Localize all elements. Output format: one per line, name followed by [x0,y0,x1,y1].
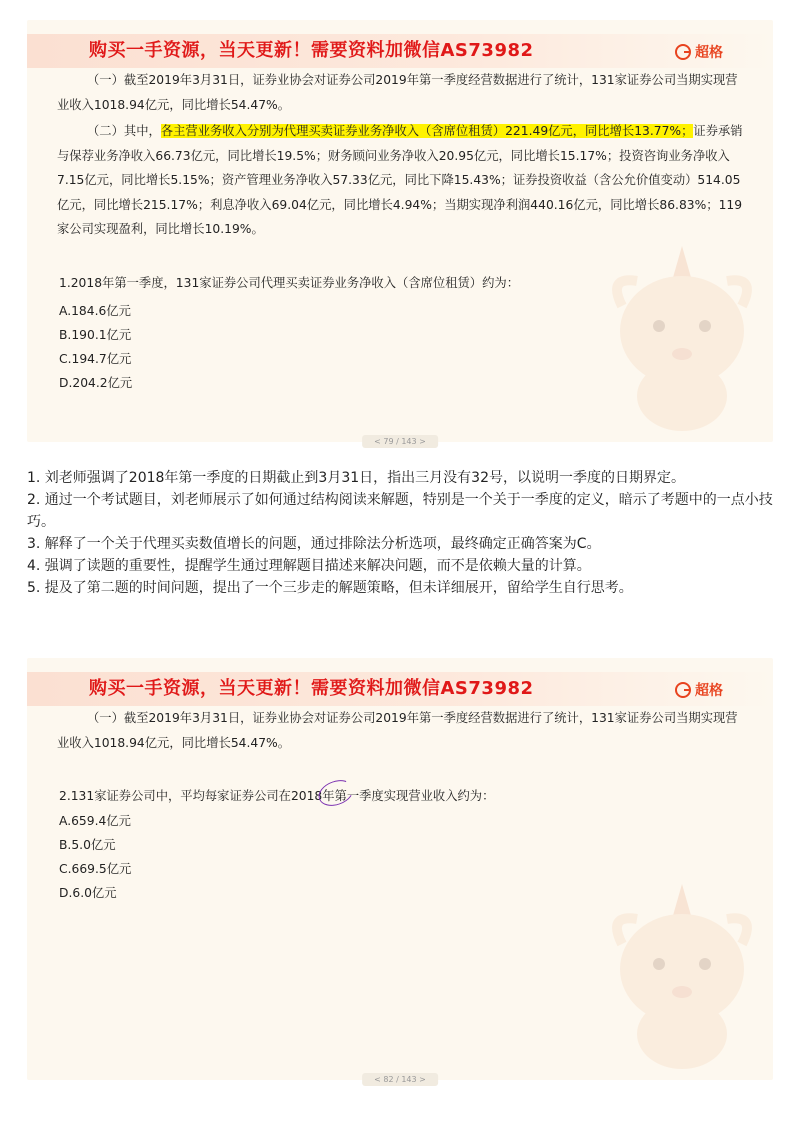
question-1: 1.2018年第一季度，131家证券公司代理买卖证券业务净收入（含席位租赁）约为： [59,276,519,290]
note-item: 5. 提及了第二题的时间问题，提出了一个三步走的解题策略，但未详细展开，留给学生自行思考。 [27,580,633,596]
option-b: B.190.1亿元 [59,328,132,342]
page-indicator[interactable]: < 79 / 143 > [362,435,438,448]
note-item: 1. 刘老师强调了2018年第一季度的日期截止到3月31日，指出三月没有32号，以说明一季度的日期界定。 [27,470,685,486]
logo-icon [675,682,691,698]
option-d: D.6.0亿元 [59,886,117,900]
highlighted-text: 各主营业务收入分别为代理买卖证券业务净收入（含席位租赁）221.49亿元，同比增长13.77%； [160,124,694,138]
brand-logo [675,680,723,700]
option-d: D.204.2亿元 [59,376,133,390]
notes-list [27,467,773,599]
note-item: 4. 强调了读题的重要性，提醒学生通过理解题目描述来解决问题，而不是依赖大量的计算。 [27,558,591,574]
paragraph-1: （一）截至2019年3月31日，证券业协会对证券公司2019年第一季度经营数据进行了统计，131家证券公司当期实现营业收入1018.94亿元，同比增长54.47%。 [57,711,738,750]
slide-page-82 [27,658,773,1084]
logo-text: 超格 [695,683,723,699]
option-a: A.659.4亿元 [59,814,131,828]
option-b: B.5.0亿元 [59,838,116,852]
banner-text: 购买一手资源，当天更新！需要资料加微信AS73982 [89,678,534,699]
option-c: C.194.7亿元 [59,352,132,366]
unicorn-mascot-icon [597,236,767,436]
promo-banner [27,672,773,706]
slide-page-79 [27,20,773,446]
banner-text: 购买一手资源，当天更新！需要资料加微信AS73982 [89,40,534,61]
note-item: 2. 通过一个考试题目，刘老师展示了如何通过结构阅读来解题，特别是一个关于一季度的定义，暗示了考题中的一点小技巧。 [27,492,773,530]
note-item: 3. 解释了一个关于代理买卖数值增长的问题，通过排除法分析选项，最终确定正确答案为C。 [27,536,601,552]
paragraph-2-rest: 证券承销与保荐业务净收入66.73亿元，同比增长19.5%；财务顾问业务净收入20.95亿元，同比增长15.17%；投资咨询业务净收入7.15亿元，同比增长5.15%；资产管理业务净收入57.33亿元，同比下降15.43%；证券投资收益（含公允价值变动）514.05亿元，同比增长215.17%；利息净收入69.04亿元，同比增长4.94%；当期实现净利润440.16亿元，同比增长86.83%；119家公司实现盈利，同比增长10.19%。 [57,124,743,236]
page-indicator[interactable]: < 82 / 143 > [362,1073,438,1086]
brand-logo [675,42,723,62]
option-c: C.669.5亿元 [59,862,132,876]
option-a: A.184.6亿元 [59,304,131,318]
logo-icon [675,44,691,60]
unicorn-mascot-icon [597,874,767,1074]
question-2: 2.131家证券公司中，平均每家证券公司在2018年第一季度实现营业收入约为： [59,789,495,803]
paragraph-1: （一）截至2019年3月31日，证券业协会对证券公司2019年第一季度经营数据进行了统计，131家证券公司当期实现营业收入1018.94亿元，同比增长54.47%。 [57,73,738,112]
logo-text: 超格 [695,45,723,61]
promo-banner [27,34,773,68]
pen-circle-annotation [315,776,357,811]
paragraph-2-prefix: （二）其中， [87,124,161,138]
paragraph-2 [57,119,747,242]
